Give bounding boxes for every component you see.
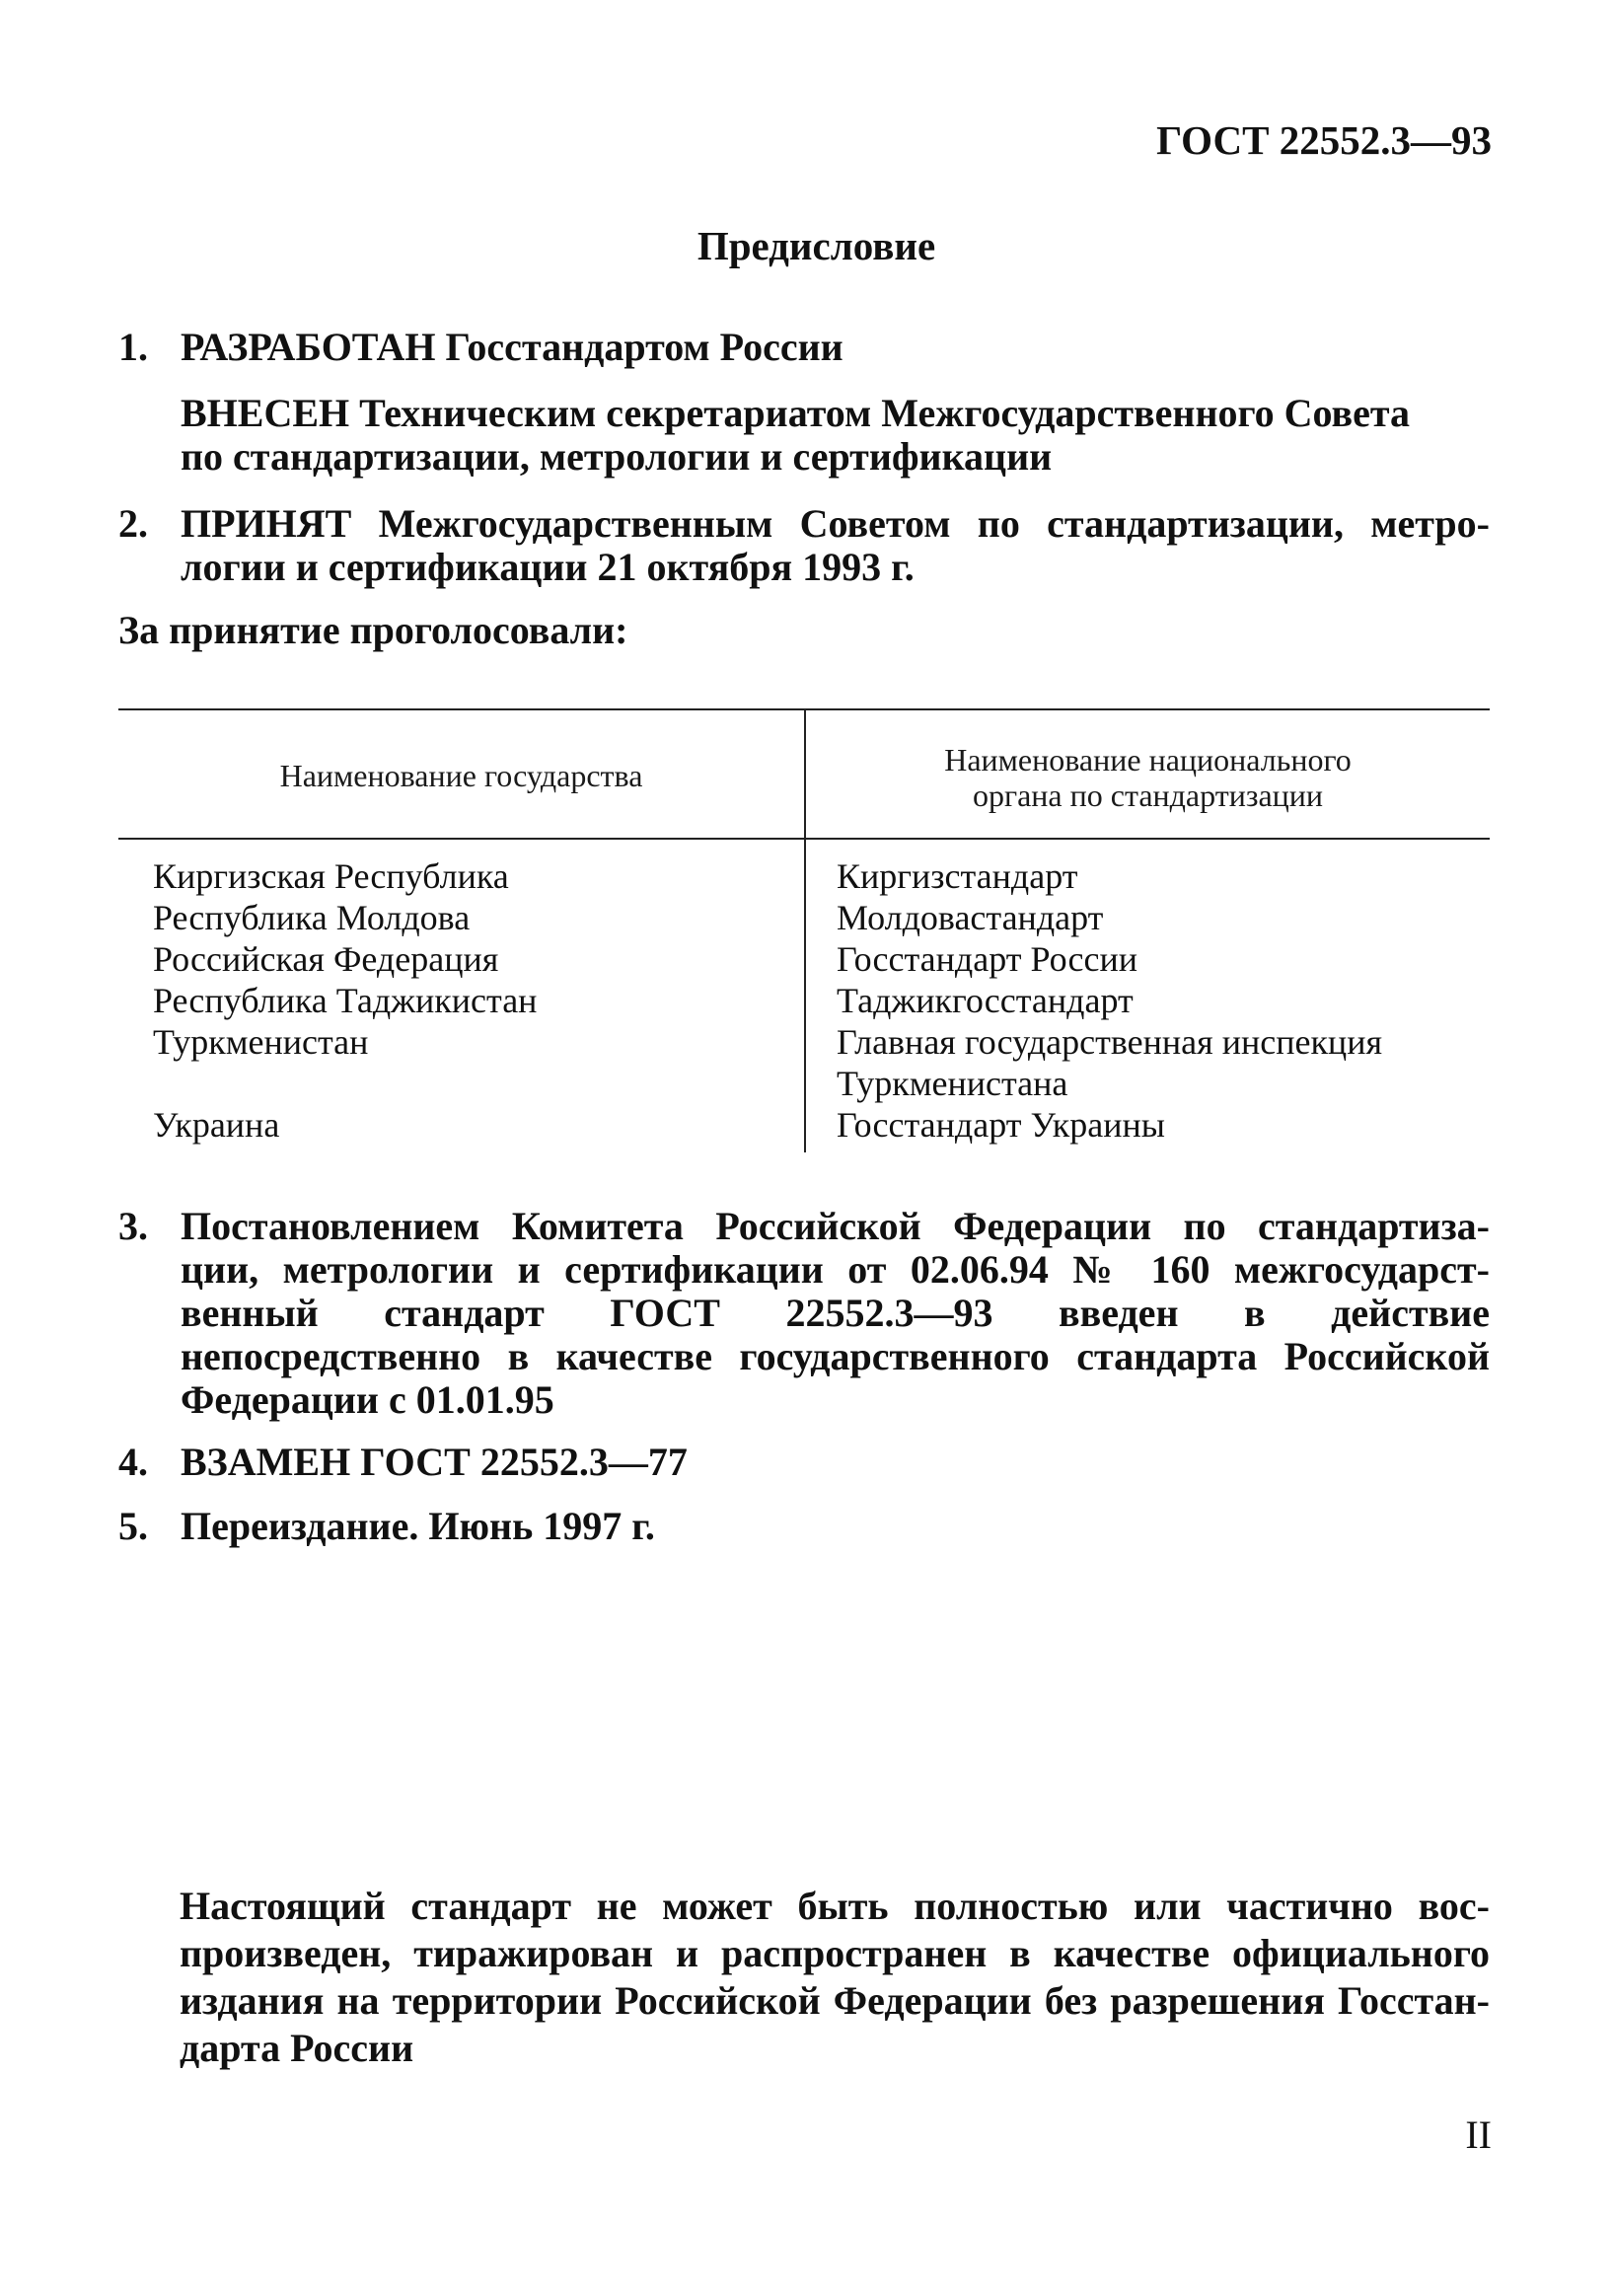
- item-number: 1.: [118, 325, 148, 369]
- item-4-text: ВЗАМЕН ГОСТ 22552.3—77: [181, 1440, 688, 1484]
- state-name: Туркменистан: [153, 1022, 369, 1062]
- standards-body-name: Молдовастандарт: [837, 898, 1104, 937]
- standards-body-name: Туркменистана: [837, 1064, 1068, 1103]
- table-header-state: Наименование государства: [279, 758, 643, 793]
- standards-body-name: Главная государственная инспекция: [837, 1022, 1383, 1062]
- standards-body-name: Госстандарт Украины: [837, 1105, 1165, 1145]
- item-number: 3.: [118, 1204, 148, 1248]
- item-3-line: Постановлением Комитета Российской Федерации по стандартиза-: [181, 1204, 1490, 1248]
- item-5-text: Переиздание. Июнь 1997 г.: [181, 1504, 655, 1548]
- notice-line: Настоящий стандарт не может быть полностью или частично вос-: [180, 1884, 1490, 1928]
- item-3-line: непосредственно в качестве государственного стандарта Российской: [181, 1334, 1490, 1378]
- item-2: [118, 502, 1490, 589]
- standards-body-name: Госстандарт России: [837, 939, 1137, 979]
- item-3-line: ции, метрологии и сертификации от 02.06.94 № 160 межгосударст-: [181, 1247, 1490, 1292]
- table-header-body-line: Наименование национального: [944, 742, 1352, 778]
- document-code: ГОСТ 22552.3—93: [1156, 117, 1492, 163]
- item-1-submitted: ВНЕСЕН Техническим секретариатом Межгосударственного Совета: [181, 391, 1411, 435]
- preface-title: Предисловие: [697, 223, 936, 268]
- item-1: [118, 326, 1490, 479]
- state-name: Российская Федерация: [153, 939, 499, 979]
- item-5: [118, 1505, 1490, 1548]
- table-header-body: [806, 742, 1490, 813]
- state-name: Республика Молдова: [153, 898, 471, 937]
- item-1-submitted-cont: по стандартизации, метрологии и сертификации: [181, 434, 1053, 479]
- page-number: II: [1465, 2112, 1492, 2157]
- state-name: Республика Таджикистан: [153, 981, 538, 1020]
- notice-line: произведен, тиражирован и распространен в качестве официального: [180, 1931, 1490, 1975]
- table-header-body-line: органа по стандартизации: [972, 778, 1324, 813]
- item-4: [118, 1441, 1490, 1484]
- item-number: 4.: [118, 1440, 148, 1484]
- item-1-developed: РАЗРАБОТАН Госстандартом России: [181, 325, 843, 369]
- standards-body-name: Киргизстандарт: [837, 856, 1078, 896]
- item-2-line: ПРИНЯТ Межгосударственным Советом по стандартизации, метро-: [181, 501, 1490, 546]
- state-name: Украина: [153, 1105, 280, 1145]
- notice-line: издания на территории Российской Федерации без разрешения Госстан-: [180, 1978, 1490, 2023]
- item-3-line: Федерации с 01.01.95: [181, 1377, 554, 1422]
- item-2-line: логии и сертификации 21 октября 1993 г.: [181, 545, 915, 589]
- notice-line: дарта России: [180, 2026, 414, 2070]
- state-name: [153, 1063, 537, 1104]
- standards-body-name: Таджикгосстандарт: [837, 981, 1134, 1020]
- voted-heading: За принятие проголосовали:: [118, 608, 628, 652]
- item-number: 5.: [118, 1504, 148, 1548]
- state-name: Киргизская Республика: [153, 856, 509, 896]
- copyright-notice: [180, 1883, 1490, 2072]
- item-3: [118, 1205, 1490, 1422]
- body-column: [837, 855, 1382, 1146]
- item-number: 2.: [118, 501, 148, 546]
- item-3-line: венный стандарт ГОСТ 22552.3—93 введен в действие: [181, 1291, 1490, 1335]
- state-column: [153, 855, 537, 1146]
